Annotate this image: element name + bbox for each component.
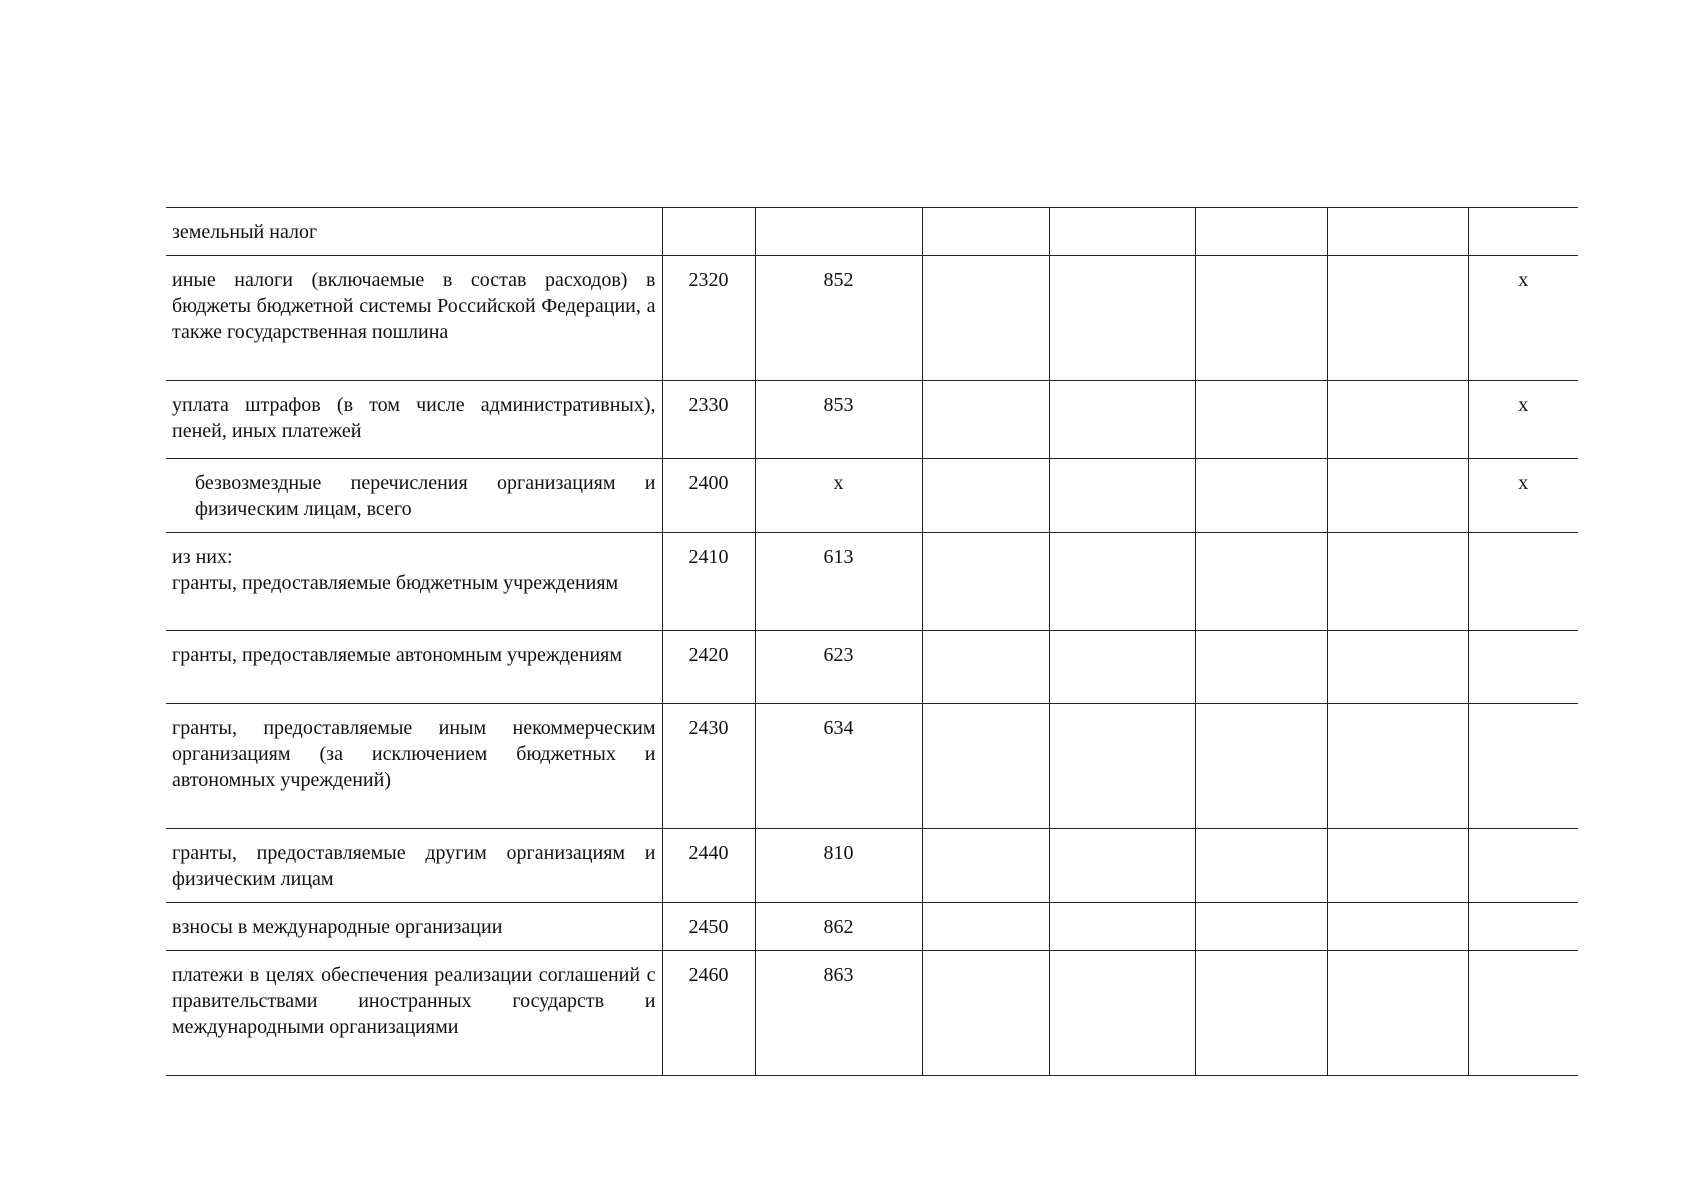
table-row	[166, 829, 1578, 903]
row-name: земельный налог	[166, 208, 662, 256]
row-code: 2410	[662, 533, 755, 631]
row-name: иные налоги (включаемые в состав расходов) в бюджеты бюджетной системы Российской Федерации, а также государственная пошлина	[166, 256, 662, 381]
table-row	[166, 256, 1578, 381]
row-name: безвозмездные перечисления организациям и физическим лицам, всего	[166, 459, 662, 533]
row-cell-6	[1327, 459, 1468, 533]
row-code	[662, 208, 755, 256]
row-cell-4	[1049, 533, 1195, 631]
row-cell-5	[1195, 631, 1327, 704]
row-mark	[1468, 631, 1578, 704]
row-cell-5	[1195, 459, 1327, 533]
row-mark	[1468, 903, 1578, 951]
row-name-prefix: из них:	[172, 546, 233, 568]
row-kbk: 852	[755, 256, 922, 381]
row-cell-4	[1049, 903, 1195, 951]
row-cell-3	[922, 903, 1049, 951]
row-code: 2400	[662, 459, 755, 533]
row-cell-4	[1049, 256, 1195, 381]
row-cell-3	[922, 829, 1049, 903]
row-mark: x	[1468, 256, 1578, 381]
row-name: из них: гранты, предоставляемые бюджетным учреждениям	[166, 533, 662, 631]
row-cell-5	[1195, 256, 1327, 381]
row-kbk: 613	[755, 533, 922, 631]
row-cell-6	[1327, 631, 1468, 704]
row-cell-5	[1195, 208, 1327, 256]
row-code: 2460	[662, 951, 755, 1076]
row-kbk: 863	[755, 951, 922, 1076]
row-cell-5	[1195, 533, 1327, 631]
row-mark	[1468, 829, 1578, 903]
row-kbk: 810	[755, 829, 922, 903]
row-cell-5	[1195, 951, 1327, 1076]
row-cell-4	[1049, 951, 1195, 1076]
row-cell-4	[1049, 459, 1195, 533]
row-name: гранты, предоставляемые другим организациям и физическим лицам	[166, 829, 662, 903]
row-name: уплата штрафов (в том числе административных), пеней, иных платежей	[166, 381, 662, 459]
row-kbk: 862	[755, 903, 922, 951]
row-cell-4	[1049, 829, 1195, 903]
row-mark	[1468, 951, 1578, 1076]
row-cell-3	[922, 951, 1049, 1076]
table-row	[166, 208, 1578, 256]
row-cell-6	[1327, 829, 1468, 903]
row-mark	[1468, 208, 1578, 256]
row-code: 2320	[662, 256, 755, 381]
table-row	[166, 533, 1578, 631]
row-name: гранты, предоставляемые иным некоммерческим организациям (за исключением бюджетных и автономных учреждений)	[166, 704, 662, 829]
row-cell-4	[1049, 208, 1195, 256]
row-cell-6	[1327, 704, 1468, 829]
report-table	[166, 207, 1578, 1076]
row-cell-3	[922, 208, 1049, 256]
row-kbk	[755, 208, 922, 256]
row-code: 2430	[662, 704, 755, 829]
row-cell-6	[1327, 903, 1468, 951]
row-cell-5	[1195, 381, 1327, 459]
row-kbk: x	[755, 459, 922, 533]
row-cell-6	[1327, 256, 1468, 381]
row-cell-3	[922, 631, 1049, 704]
table-row	[166, 459, 1578, 533]
row-kbk: 623	[755, 631, 922, 704]
row-code: 2330	[662, 381, 755, 459]
row-cell-3	[922, 381, 1049, 459]
row-cell-4	[1049, 704, 1195, 829]
row-cell-6	[1327, 208, 1468, 256]
table-row	[166, 903, 1578, 951]
row-kbk: 853	[755, 381, 922, 459]
row-mark: x	[1468, 459, 1578, 533]
row-cell-3	[922, 704, 1049, 829]
table-row	[166, 631, 1578, 704]
row-mark	[1468, 533, 1578, 631]
row-code: 2420	[662, 631, 755, 704]
row-cell-6	[1327, 533, 1468, 631]
row-cell-4	[1049, 631, 1195, 704]
row-mark	[1468, 704, 1578, 829]
row-name: гранты, предоставляемые автономным учреждениям	[166, 631, 662, 704]
table-row	[166, 951, 1578, 1076]
row-cell-5	[1195, 829, 1327, 903]
row-cell-5	[1195, 903, 1327, 951]
row-cell-3	[922, 533, 1049, 631]
row-cell-5	[1195, 704, 1327, 829]
row-mark: x	[1468, 381, 1578, 459]
row-code: 2450	[662, 903, 755, 951]
row-cell-6	[1327, 951, 1468, 1076]
row-name: платежи в целях обеспечения реализации соглашений с правительствами иностранных государств и международными организациями	[166, 951, 662, 1076]
row-cell-3	[922, 256, 1049, 381]
table-row	[166, 381, 1578, 459]
table-row	[166, 704, 1578, 829]
row-cell-3	[922, 459, 1049, 533]
row-cell-6	[1327, 381, 1468, 459]
row-name: взносы в международные организации	[166, 903, 662, 951]
row-code: 2440	[662, 829, 755, 903]
row-cell-4	[1049, 381, 1195, 459]
row-kbk: 634	[755, 704, 922, 829]
